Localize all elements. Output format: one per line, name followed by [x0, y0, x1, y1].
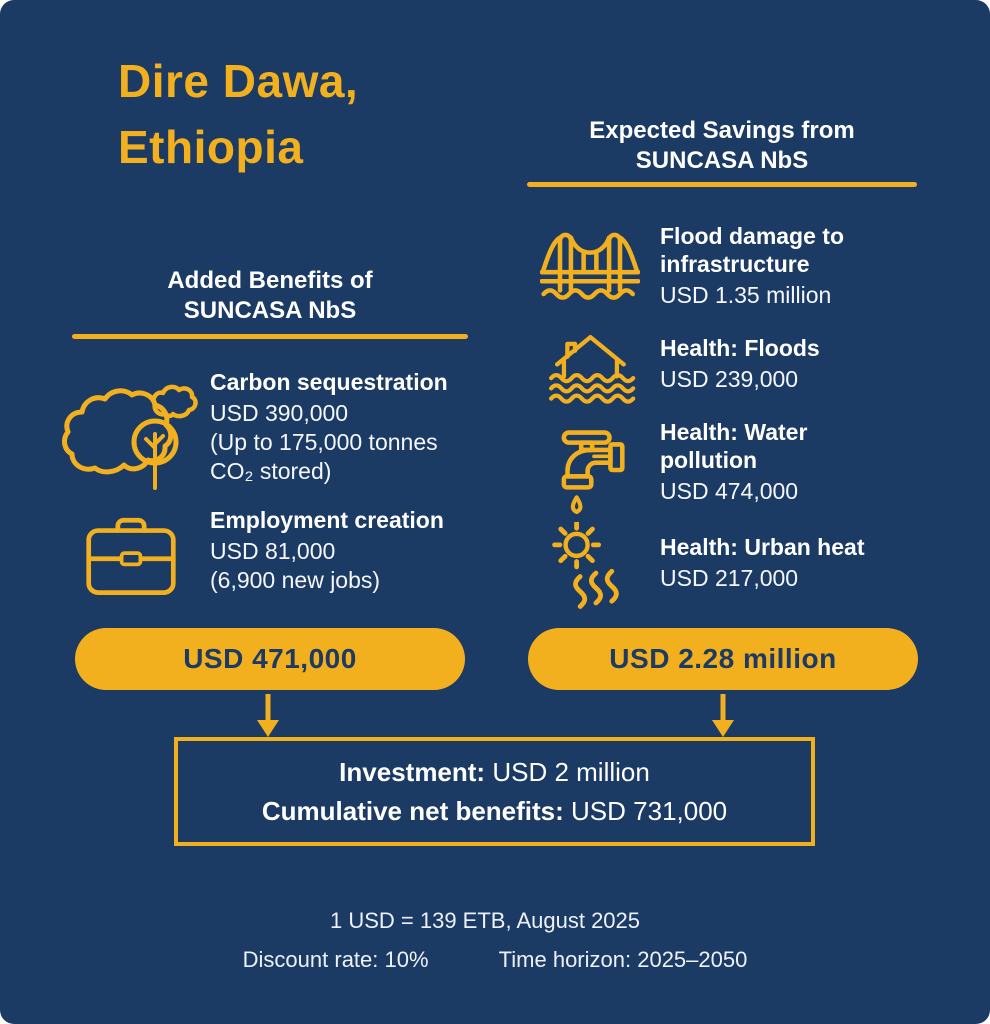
savings-item-value: USD 239,000	[660, 366, 799, 392]
savings-item-title: Health: Floods	[660, 335, 820, 361]
right-total-value: USD 2.28 million	[609, 643, 837, 674]
page-title-line2: Ethiopia	[118, 121, 304, 173]
right-panel-heading-line1: Expected Savings from	[589, 117, 855, 144]
down-arrow-right	[709, 694, 737, 738]
bridge-icon	[540, 226, 640, 302]
left-panel-heading	[70, 266, 470, 326]
benefit-item-employment	[210, 506, 482, 595]
benefit-item-value: USD 390,000	[210, 400, 349, 426]
savings-item-value: USD 474,000	[660, 478, 799, 504]
benefit-item-note: (6,900 new jobs)	[210, 567, 381, 593]
trees-icon	[62, 378, 200, 490]
benefit-item-note: (Up to 175,000 tonnes CO₂ stored)	[210, 429, 438, 484]
sun-heat-icon	[550, 522, 634, 610]
benefit-item-title: Employment creation	[210, 507, 444, 533]
left-heading-underline	[72, 334, 468, 339]
discount-rate-note: Discount rate: 10%	[242, 947, 429, 972]
investment-summary-box	[174, 737, 815, 846]
savings-item-title: Health: Urban heat	[660, 534, 865, 560]
investment-value: USD 2 million	[492, 756, 650, 787]
benefit-item-title: Carbon sequestration	[210, 369, 448, 395]
net-benefits-value: USD 731,000	[571, 795, 728, 826]
benefit-item-value: USD 81,000	[210, 538, 336, 564]
flooded-house-icon	[546, 328, 640, 406]
investment-label: Investment:	[339, 756, 486, 787]
assumptions-note	[0, 947, 990, 973]
exchange-rate-note: 1 USD = 139 ETB, August 2025	[329, 908, 641, 933]
savings-item-title: Health: Water pollution	[660, 419, 808, 473]
savings-item-title: Flood damage to infrastructure	[660, 223, 844, 277]
savings-item-health-floods	[660, 334, 940, 394]
down-arrow-left	[254, 694, 282, 738]
left-total-pill	[75, 628, 465, 690]
left-panel-heading-line2: SUNCASA NbS	[183, 297, 357, 324]
briefcase-icon	[84, 510, 178, 600]
net-benefits-label: Cumulative net benefits:	[261, 795, 564, 826]
savings-item-value: USD 217,000	[660, 565, 799, 591]
right-panel-heading-line2: SUNCASA NbS	[635, 147, 809, 174]
page-title-line1: Dire Dawa,	[118, 55, 359, 107]
left-total-value: USD 471,000	[183, 643, 357, 674]
investment-line	[339, 753, 650, 792]
savings-item-value: USD 1.35 million	[660, 282, 832, 308]
savings-item-urban-heat	[660, 533, 950, 593]
right-panel-heading	[522, 116, 922, 176]
page-title	[118, 48, 358, 180]
water-tap-icon	[552, 424, 636, 516]
right-heading-underline	[527, 182, 917, 187]
left-panel-heading-line1: Added Benefits of	[167, 267, 373, 294]
net-benefits-line	[262, 792, 727, 831]
time-horizon-note: Time horizon: 2025–2050	[498, 947, 748, 972]
savings-item-water-pollution	[660, 418, 875, 506]
right-total-pill	[528, 628, 918, 690]
benefit-item-carbon	[210, 368, 482, 486]
savings-item-flood-infra	[660, 222, 940, 310]
